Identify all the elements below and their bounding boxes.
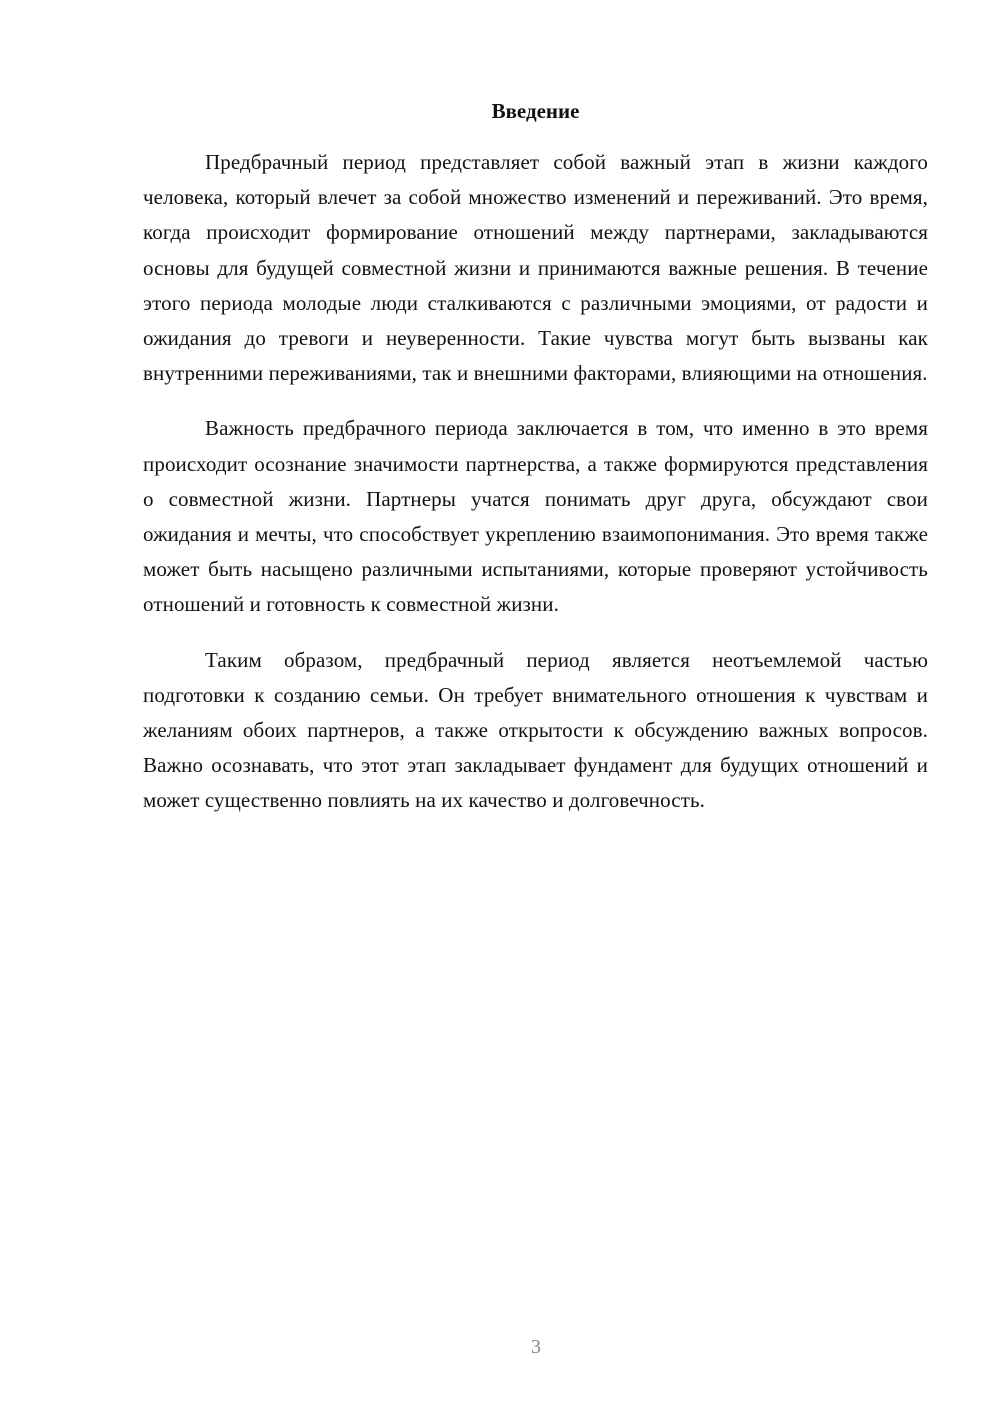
section-heading: Введение — [491, 99, 580, 123]
page-number: 3 — [531, 1336, 541, 1358]
page-content — [143, 97, 928, 839]
paragraph-1: Предбрачный период представляет собой важный этап в жизни каждого человека, который влечет за собой множество изменений и переживаний. Это время, когда происходит формирование отношений между партнерами, закладываются основы для будущей совместной жизни и принимаются важные решения. В течение этого периода молодые люди сталкиваются с различными эмоциями, от радости и ожидания до тревоги и неуверенности. Такие чувства могут быть вызваны как внутренними переживаниями, так и внешними факторами, влияющими на отношения. — [143, 150, 928, 386]
paragraph-2: Важность предбрачного периода заключается в том, что именно в это время происходит осознание значимости партнерства, а также формируются представления о совместной жизни. Партнеры учатся понимать друг друга, обсуждают свои ожидания и мечты, что способствует укреплению взаимопонимания. Это время также может быть насыщено различными испытаниями, которые проверяют устойчивость отношений и готовность к совместной жизни. — [143, 416, 928, 617]
paragraph-3: Таким образом, предбрачный период является неотъемлемой частью подготовки к созданию семьи. Он требует внимательного отношения к чувствам и желаниям обоих партнеров, а также открытости к обсуждению важных вопросов. Важно осознавать, что этот этап закладывает фундамент для будущих отношений и может существенно повлиять на их качество и долговечность. — [143, 647, 928, 813]
